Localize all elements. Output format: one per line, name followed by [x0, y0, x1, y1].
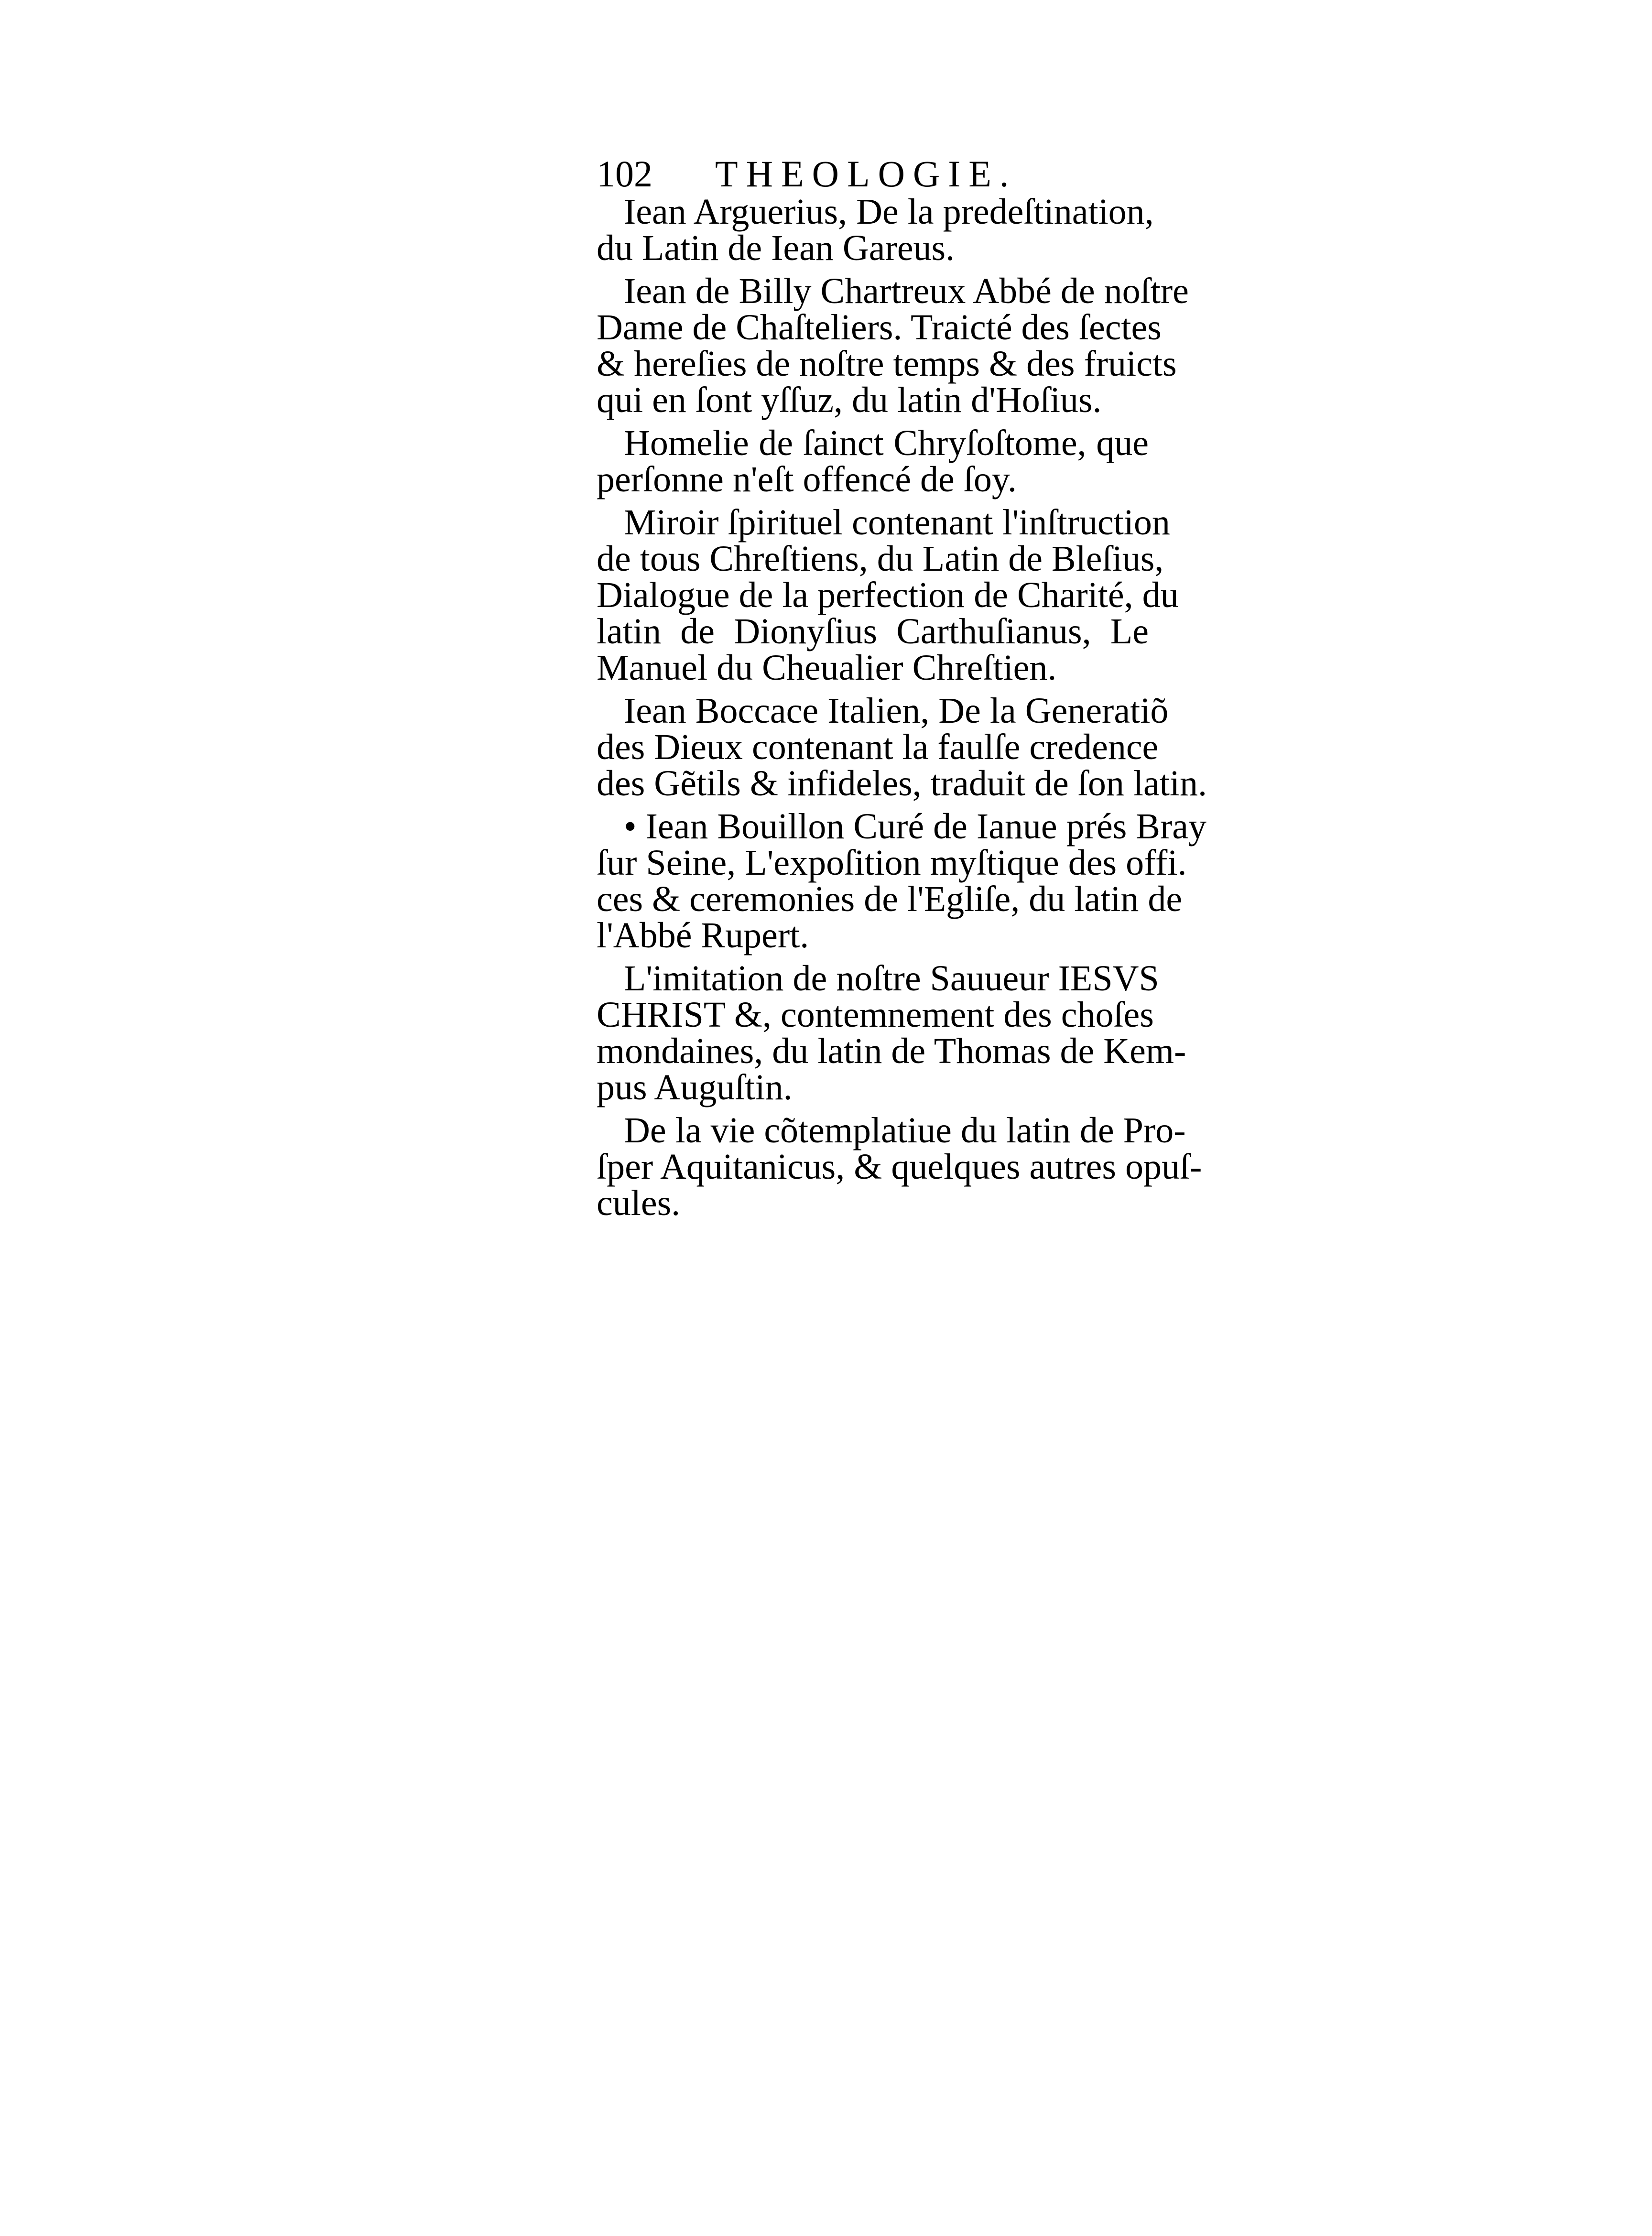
text-line: perſonne n'eſt offencé de ſoy.: [597, 459, 1017, 499]
entry-miroir: [597, 502, 1179, 688]
text-line: ſper Aquitanicus, & quelques autres opuſ-: [597, 1147, 1202, 1187]
entry-homelie: [597, 425, 1149, 498]
entry-imitation: [597, 958, 1186, 1107]
text-line: l'Abbé Rupert.: [597, 915, 809, 955]
text-line: Iean Boccace Italien, De la Generatiõ: [624, 691, 1169, 731]
text-line: • Iean Bouillon Curé de Ianue prés Bray: [624, 806, 1207, 847]
text-line: Iean de Billy Chartreux Abbé de noſtre: [624, 271, 1189, 311]
text-line: ſur Seine, L'expoſition myſtique des offi.: [597, 843, 1187, 883]
text-line: cules.: [597, 1183, 681, 1223]
text-line: Dame de Chaſteliers. Traicté des ſectes: [597, 307, 1162, 347]
text-line: De la vie cõtemplatiue du latin de Pro-: [624, 1110, 1186, 1151]
text-line: Dialogue de la perfection de Charité, du: [597, 575, 1179, 615]
text-line: CHRIST &, contemnement des choſes: [597, 995, 1154, 1035]
text-line: pus Auguſtin.: [597, 1067, 793, 1107]
text-line: Manuel du Cheualier Chreſtien.: [597, 648, 1057, 688]
text-line: & hereſies de noſtre temps & des fruicts: [597, 344, 1177, 384]
text-line: du Latin de Iean Gareus.: [597, 228, 955, 268]
entry-vie-contemplatiue: [597, 1110, 1202, 1223]
text-line: Iean Arguerius, De la predeſtination,: [624, 192, 1154, 232]
text-line: des Dieux contenant la faulſe credence: [597, 727, 1159, 767]
text-block: [597, 192, 1207, 1223]
page-number: 102: [597, 153, 652, 195]
entry-arguerius: [597, 192, 1154, 268]
page-header: [597, 152, 1046, 196]
text-line: Miroir ſpirituel contenant l'inſtruction: [624, 502, 1170, 543]
text-line: ces & ceremonies de l'Egliſe, du latin de: [597, 879, 1183, 919]
entry-billy: [597, 271, 1189, 420]
entry-boccace: [597, 691, 1207, 803]
text-line: de tous Chreſtiens, du Latin de Bleſius,: [597, 539, 1164, 579]
text-line: mondaines, du latin de Thomas de Kem-: [597, 1031, 1186, 1071]
text-line: des Gẽtils & infideles, traduit de ſon latin.: [597, 763, 1207, 803]
text-line: qui en ſont yſſuz, du latin d'Hoſius.: [597, 380, 1102, 420]
text-line: Homelie de ſainct Chryſoſtome, que: [624, 423, 1149, 463]
entry-bouillon: [597, 806, 1207, 955]
running-title: THEOLOGIE.: [715, 153, 1017, 195]
text-line: L'imitation de noſtre Sauueur IESVS: [624, 958, 1159, 999]
text-line: latin de Dionyſius Carthuſianus, Le: [597, 611, 1149, 651]
